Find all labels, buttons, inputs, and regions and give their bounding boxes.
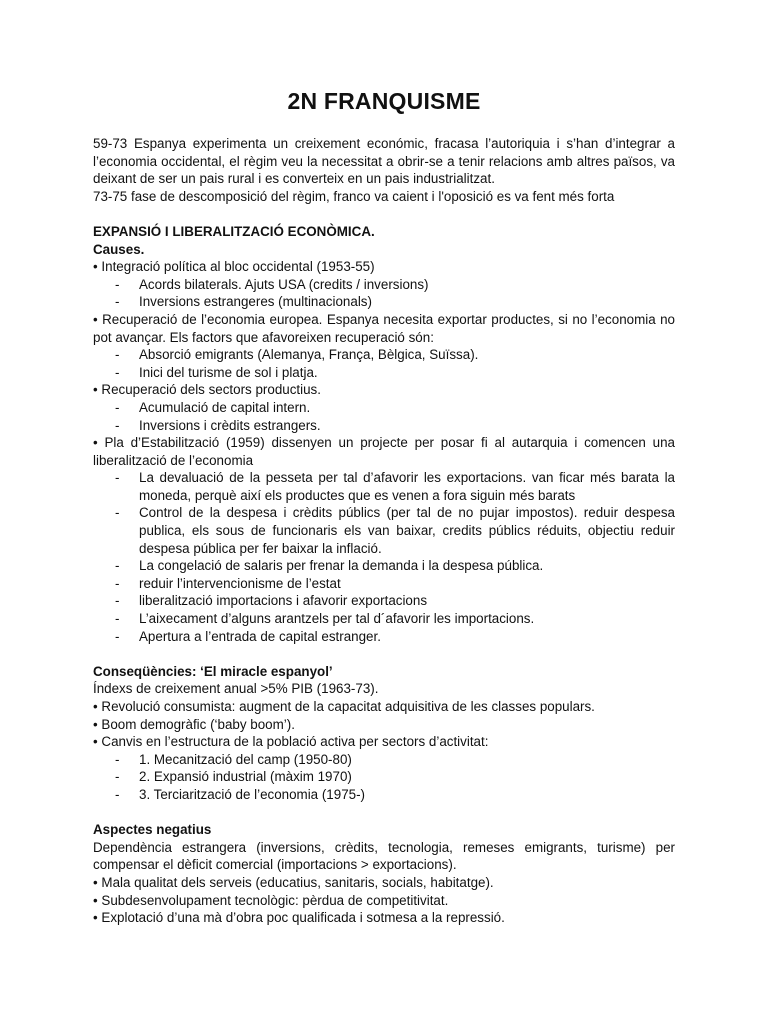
- consequence-line: • Boom demogràfic (‘baby boom’).: [93, 716, 295, 732]
- consequence-line: • Canvis en l’estructura de la població activa per sectors d’activitat:: [93, 734, 489, 750]
- cause-subitem: - liberalització importacions i afavorir exportacions: [115, 593, 428, 609]
- cause-subitem: - Apertura a l’entrada de capital estranger.: [115, 628, 381, 644]
- cause-subitem: - Absorció emigrants (Alemanya, França, Bèlgica, Suïssa).: [115, 347, 479, 363]
- consequence-subitem: - 3. Terciarització de l’economia (1975-): [115, 786, 366, 802]
- cause-subitem: - Acords bilaterals. Ajuts USA (credits / inversions): [115, 276, 429, 292]
- section-heading-aspectes-negatius: Aspectes negatius: [93, 822, 212, 838]
- subheading-causes: Causes.: [93, 241, 145, 257]
- cause-item: • Recuperació de l’economia europea. Espanya necesita exportar productes, si no l’economia no pot avançar. Els factors que afavoreixen recuperació són:: [93, 311, 675, 345]
- spacer: [93, 804, 675, 822]
- consequence-line: • Revolució consumista: augment de la capacitat adquisitiva de les classes populars.: [93, 699, 595, 714]
- page-title: 2N FRANQUISME: [287, 88, 481, 114]
- intro-paragraph-1: 59-73 Espanya experimenta un creixement económic, fracasa l’autoriquia i s’han d’integrar a l’economia occidental, el règim veu la necessitat a obrir-se a tenir relacions amb altres països, va deixant de ser un pais rural i es converteix en un pais industrialitzat.: [93, 136, 675, 187]
- consequence-subitem: - 2. Expansió industrial (màxim 1970): [115, 769, 352, 785]
- spacer: [93, 645, 675, 663]
- cause-subitem: - La devaluació de la pesseta per tal d’afavorir les exportacions. van ficar més barata la moneda, perquè així els productes que es venen a fora siguin més barats: [115, 470, 675, 503]
- negative-line: • Mala qualitat dels serveis (educatius, sanitaris, socials, habitatge).: [93, 874, 494, 890]
- spacer: [93, 205, 675, 223]
- cause-subitem: - reduir l’intervencionisme de l’estat: [115, 575, 341, 591]
- cause-item: • Integració política al bloc occidental (1953-55): [93, 259, 375, 275]
- cause-item: • Pla d’Estabilització (1959) dissenyen un projecte per posar fi al autarquia i comencen una liberalització de l’economia: [93, 435, 675, 468]
- negative-paragraph: Dependència estrangera (inversions, crèdits, tecnologia, remeses emigrants, turisme) per compensar el dèficit comercial (importacions > exportacions).: [93, 839, 675, 873]
- cause-subitem: - L’aixecament d’alguns arantzels per tal d´afavorir les importacions.: [115, 611, 535, 627]
- negative-line: • Subdesenvolupament tecnològic: pèrdua de competitivitat.: [93, 892, 449, 908]
- cause-subitem: - Inici del turisme de sol i platja.: [115, 364, 318, 380]
- negative-line: • Explotació d’una mà d’obra poc qualificada i sotmesa a la repressió.: [93, 910, 505, 926]
- cause-subitem: - La congelació de salaris per frenar la demanda i la despesa pública.: [115, 558, 544, 574]
- cause-subitem: - Inversions estrangeres (multinacionals): [115, 294, 372, 310]
- cause-item: • Recuperació dels sectors productius.: [93, 382, 321, 398]
- cause-subitem: - Inversions i crèdits estrangers.: [115, 417, 321, 433]
- section-heading-expansio: EXPANSIÓ I LIBERALITZACIÓ ECONÒMICA.: [93, 223, 375, 239]
- consequence-subitem: - 1. Mecanització del camp (1950-80): [115, 751, 352, 767]
- intro-paragraph-2: 73-75 fase de descomposició del règim, franco va caient i l'oposició es va fent més forta: [93, 188, 615, 204]
- consequence-line: Índexs de creixement anual >5% PIB (1963-73).: [93, 681, 379, 697]
- cause-subitem: - Control de la despesa i crèdits públics (per tal de no pujar impostos). reduir despesa publica, els sous de funcionaris els van baixar, credits públics réduits, objectiu reduir despesa pública per fer baixar la inflació.: [115, 505, 675, 556]
- section-heading-consequencies: Conseqüències: ‘El miracle espanyol’: [93, 663, 333, 679]
- cause-subitem: - Acumulació de capital intern.: [115, 399, 311, 415]
